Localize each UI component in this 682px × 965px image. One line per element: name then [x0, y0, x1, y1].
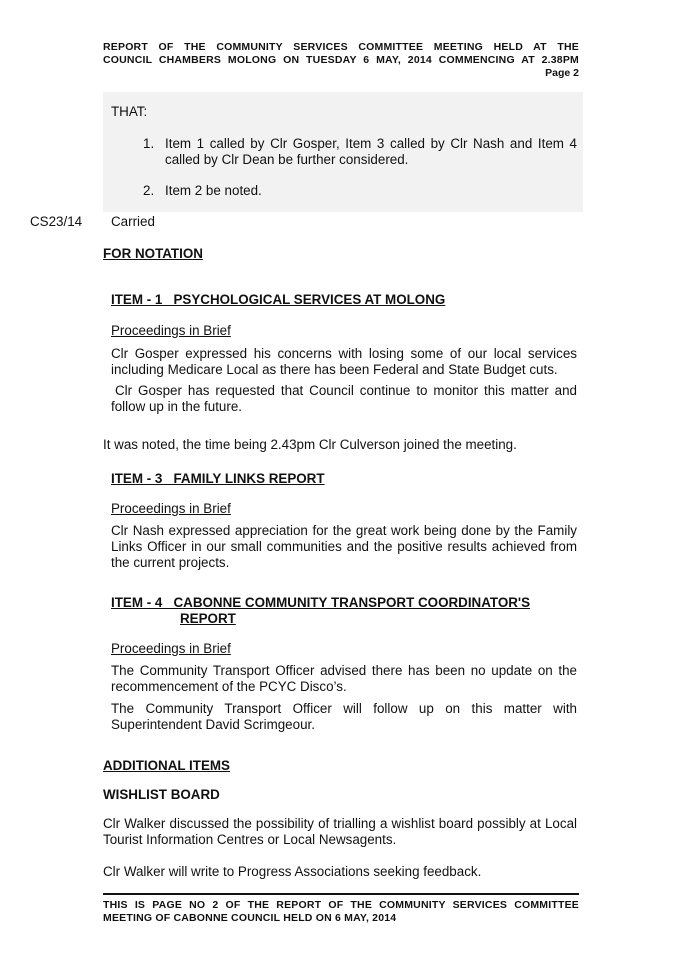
item-4-title-line-2: REPORT [180, 611, 236, 626]
wishlist-heading: WISHLIST BOARD [103, 787, 220, 802]
resolution-item-1-text: Item 1 called by Clr Gosper, Item 3 called by Clr Nash and Item 4 called by Clr Dean be further considered. [165, 136, 577, 167]
item-1-paragraph-2: Clr Gosper has requested that Council continue to monitor this matter and follow up in the future. [111, 383, 577, 414]
footer-rule [103, 893, 579, 895]
footer-line-1: THIS IS PAGE NO 2 OF THE REPORT OF THE COMMUNITY SERVICES COMMITTEE [103, 899, 579, 911]
header-line-1: REPORT OF THE COMMUNITY SERVICES COMMITTEE MEETING HELD AT THE [103, 41, 579, 53]
resolution-item-2-text: Item 2 be noted. [165, 183, 262, 198]
item-1-subheading: Proceedings in Brief [111, 323, 231, 338]
notation-heading: FOR NOTATION [103, 246, 203, 261]
minute-number: CS23/14 [30, 214, 83, 229]
item-3-subheading: Proceedings in Brief [111, 501, 231, 516]
page-number: Page 2 [545, 67, 579, 79]
item-4-subheading: Proceedings in Brief [111, 641, 231, 656]
item-3-title: ITEM - 3 FAMILY LINKS REPORT [111, 471, 325, 486]
item-4-title-line-1: ITEM - 4 CABONNE COMMUNITY TRANSPORT COORDINATOR'S [111, 595, 531, 610]
item-1-title: ITEM - 1 PSYCHOLOGICAL SERVICES AT MOLONG [111, 292, 446, 307]
item-1-paragraph-1: Clr Gosper expressed his concerns with losing some of our local services including Medicare Local as there has been Federal and State Budget cuts. [111, 346, 577, 377]
resolution-that: THAT: [111, 104, 148, 119]
wishlist-paragraph-1: Clr Walker discussed the possibility of trialling a wishlist board possibly at Local Tourist Information Centres or Local Newsagents. [103, 816, 577, 847]
item-4-paragraph-1: The Community Transport Officer advised there has been no update on the recommencement of the PCYC Disco’s. [111, 663, 577, 694]
minute-outcome: Carried [111, 214, 155, 229]
header-line-2: COUNCIL CHAMBERS MOLONG ON TUESDAY 6 MAY, 2014 COMMENCING AT 2.38PM [103, 54, 579, 66]
additional-items-heading: ADDITIONAL ITEMS [103, 758, 230, 773]
wishlist-paragraph-2: Clr Walker will write to Progress Associations seeking feedback. [103, 864, 482, 879]
meeting-note: It was noted, the time being 2.43pm Clr Culverson joined the meeting. [103, 437, 517, 452]
resolution-item-1-number: 1. [143, 136, 155, 151]
resolution-item-2-number: 2. [143, 183, 155, 198]
footer-line-2: MEETING OF CABONNE COUNCIL HELD ON 6 MAY, 2014 [103, 912, 397, 924]
item-3-paragraph-1: Clr Nash expressed appreciation for the great work being done by the Family Links Officer in our small communities and the positive results achieved from the current projects. [111, 523, 577, 570]
item-4-paragraph-2: The Community Transport Officer will follow up on this matter with Superintendent David Scrimgeour. [111, 701, 577, 732]
